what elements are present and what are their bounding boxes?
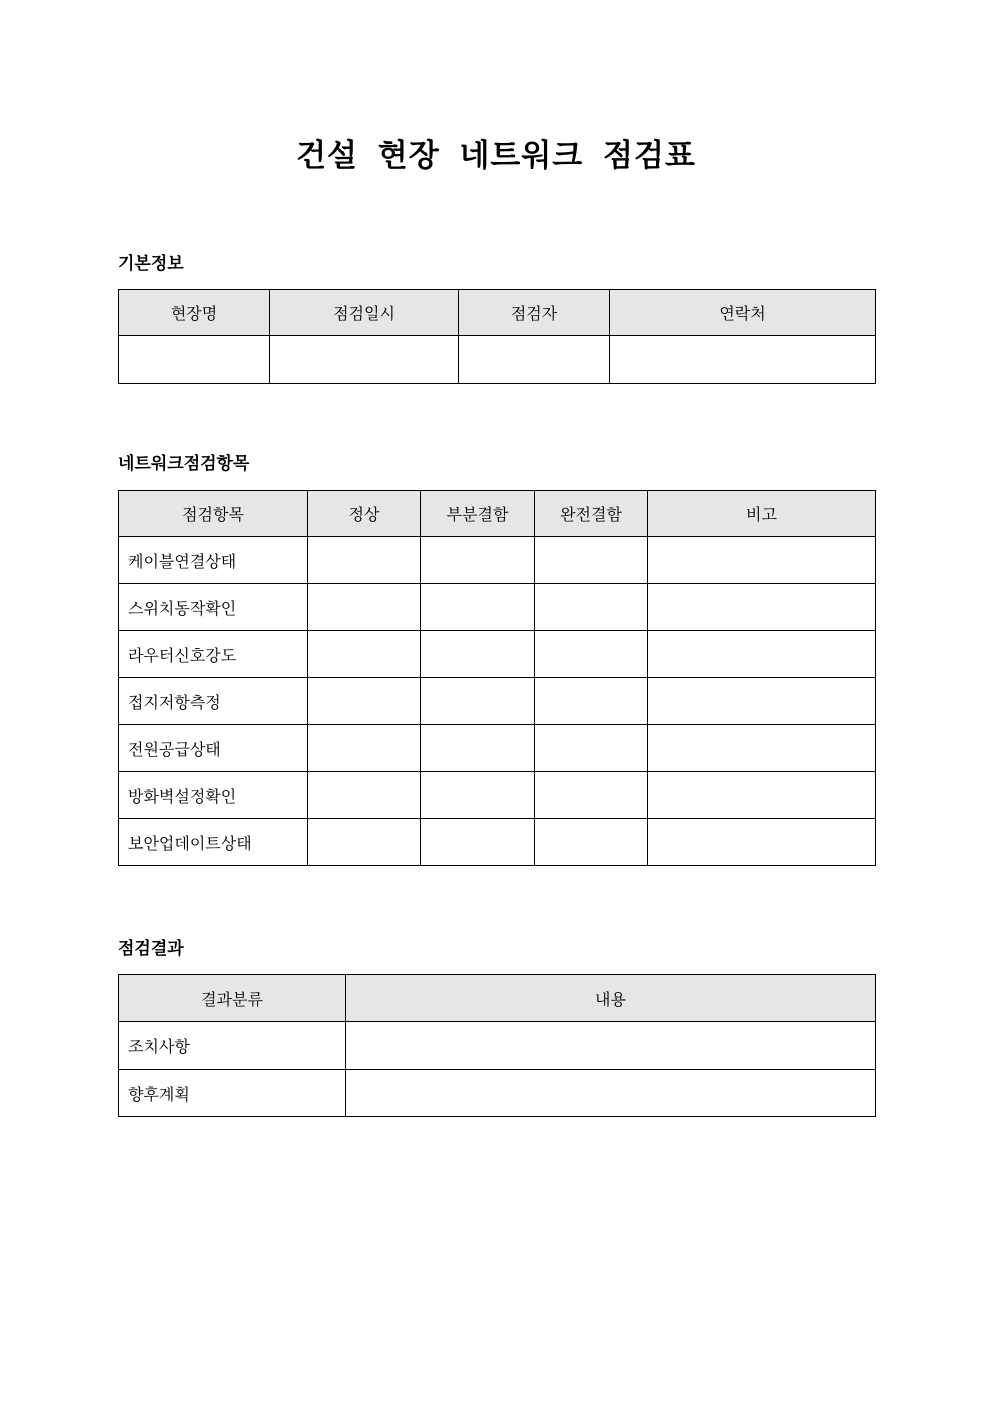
header-normal: 정상 [308,491,421,537]
partial-defect-cell[interactable] [421,537,535,584]
check-item-label: 방화벽설정확인 [119,772,308,819]
table-row [119,678,876,725]
header-inspector: 점검자 [459,290,610,336]
partial-defect-cell[interactable] [421,678,535,725]
check-item-label: 케이블연결상태 [119,537,308,584]
result-header-row [119,975,876,1022]
complete-defect-cell[interactable] [535,678,648,725]
basic-info-header-row [119,290,876,336]
complete-defect-cell[interactable] [535,725,648,772]
partial-defect-cell[interactable] [421,772,535,819]
network-check-section-title: 네트워크점검항목 [118,454,250,474]
header-remarks: 비고 [648,491,876,537]
check-item-label: 전원공급상태 [119,725,308,772]
normal-cell[interactable] [308,537,421,584]
basic-info-section-title: 기본정보 [118,254,184,274]
complete-defect-cell[interactable] [535,584,648,631]
complete-defect-cell[interactable] [535,631,648,678]
remarks-cell[interactable] [648,772,876,819]
network-check-table [118,490,876,866]
header-check-item: 점검항목 [119,491,308,537]
future-plan-content-field[interactable] [346,1070,876,1117]
table-row [119,1022,876,1070]
table-row [119,819,876,866]
table-row [119,584,876,631]
remarks-cell[interactable] [648,725,876,772]
normal-cell[interactable] [308,819,421,866]
header-contact: 연락처 [610,290,876,336]
normal-cell[interactable] [308,631,421,678]
complete-defect-cell[interactable] [535,537,648,584]
document-title: 건설 현장 네트워크 점검표 [296,138,696,174]
inspector-field[interactable] [459,336,610,384]
table-row [119,1070,876,1117]
partial-defect-cell[interactable] [421,631,535,678]
result-category-label: 향후계획 [119,1070,346,1117]
header-inspection-datetime: 점검일시 [270,290,459,336]
normal-cell[interactable] [308,678,421,725]
complete-defect-cell[interactable] [535,772,648,819]
result-category-label: 조치사항 [119,1022,346,1070]
check-item-label: 스위치동작확인 [119,584,308,631]
normal-cell[interactable] [308,584,421,631]
header-site-name: 현장명 [119,290,270,336]
network-check-header-row [119,491,876,537]
check-item-label: 라우터신호강도 [119,631,308,678]
header-result-category: 결과분류 [119,975,346,1022]
check-item-label: 접지저항측정 [119,678,308,725]
complete-defect-cell[interactable] [535,819,648,866]
header-complete-defect: 완전결함 [535,491,648,537]
remarks-cell[interactable] [648,584,876,631]
table-row [119,631,876,678]
contact-field[interactable] [610,336,876,384]
remarks-cell[interactable] [648,819,876,866]
normal-cell[interactable] [308,772,421,819]
result-table [118,974,876,1117]
header-content: 내용 [346,975,876,1022]
normal-cell[interactable] [308,725,421,772]
table-row [119,725,876,772]
remarks-cell[interactable] [648,678,876,725]
basic-info-value-row [119,336,876,384]
basic-info-table [118,289,876,384]
result-section-title: 점검결과 [118,939,184,959]
partial-defect-cell[interactable] [421,584,535,631]
inspection-datetime-field[interactable] [270,336,459,384]
header-partial-defect: 부분결함 [421,491,535,537]
site-name-field[interactable] [119,336,270,384]
table-row [119,772,876,819]
remarks-cell[interactable] [648,631,876,678]
partial-defect-cell[interactable] [421,819,535,866]
partial-defect-cell[interactable] [421,725,535,772]
remarks-cell[interactable] [648,537,876,584]
table-row [119,537,876,584]
action-items-content-field[interactable] [346,1022,876,1070]
check-item-label: 보안업데이트상태 [119,819,308,866]
